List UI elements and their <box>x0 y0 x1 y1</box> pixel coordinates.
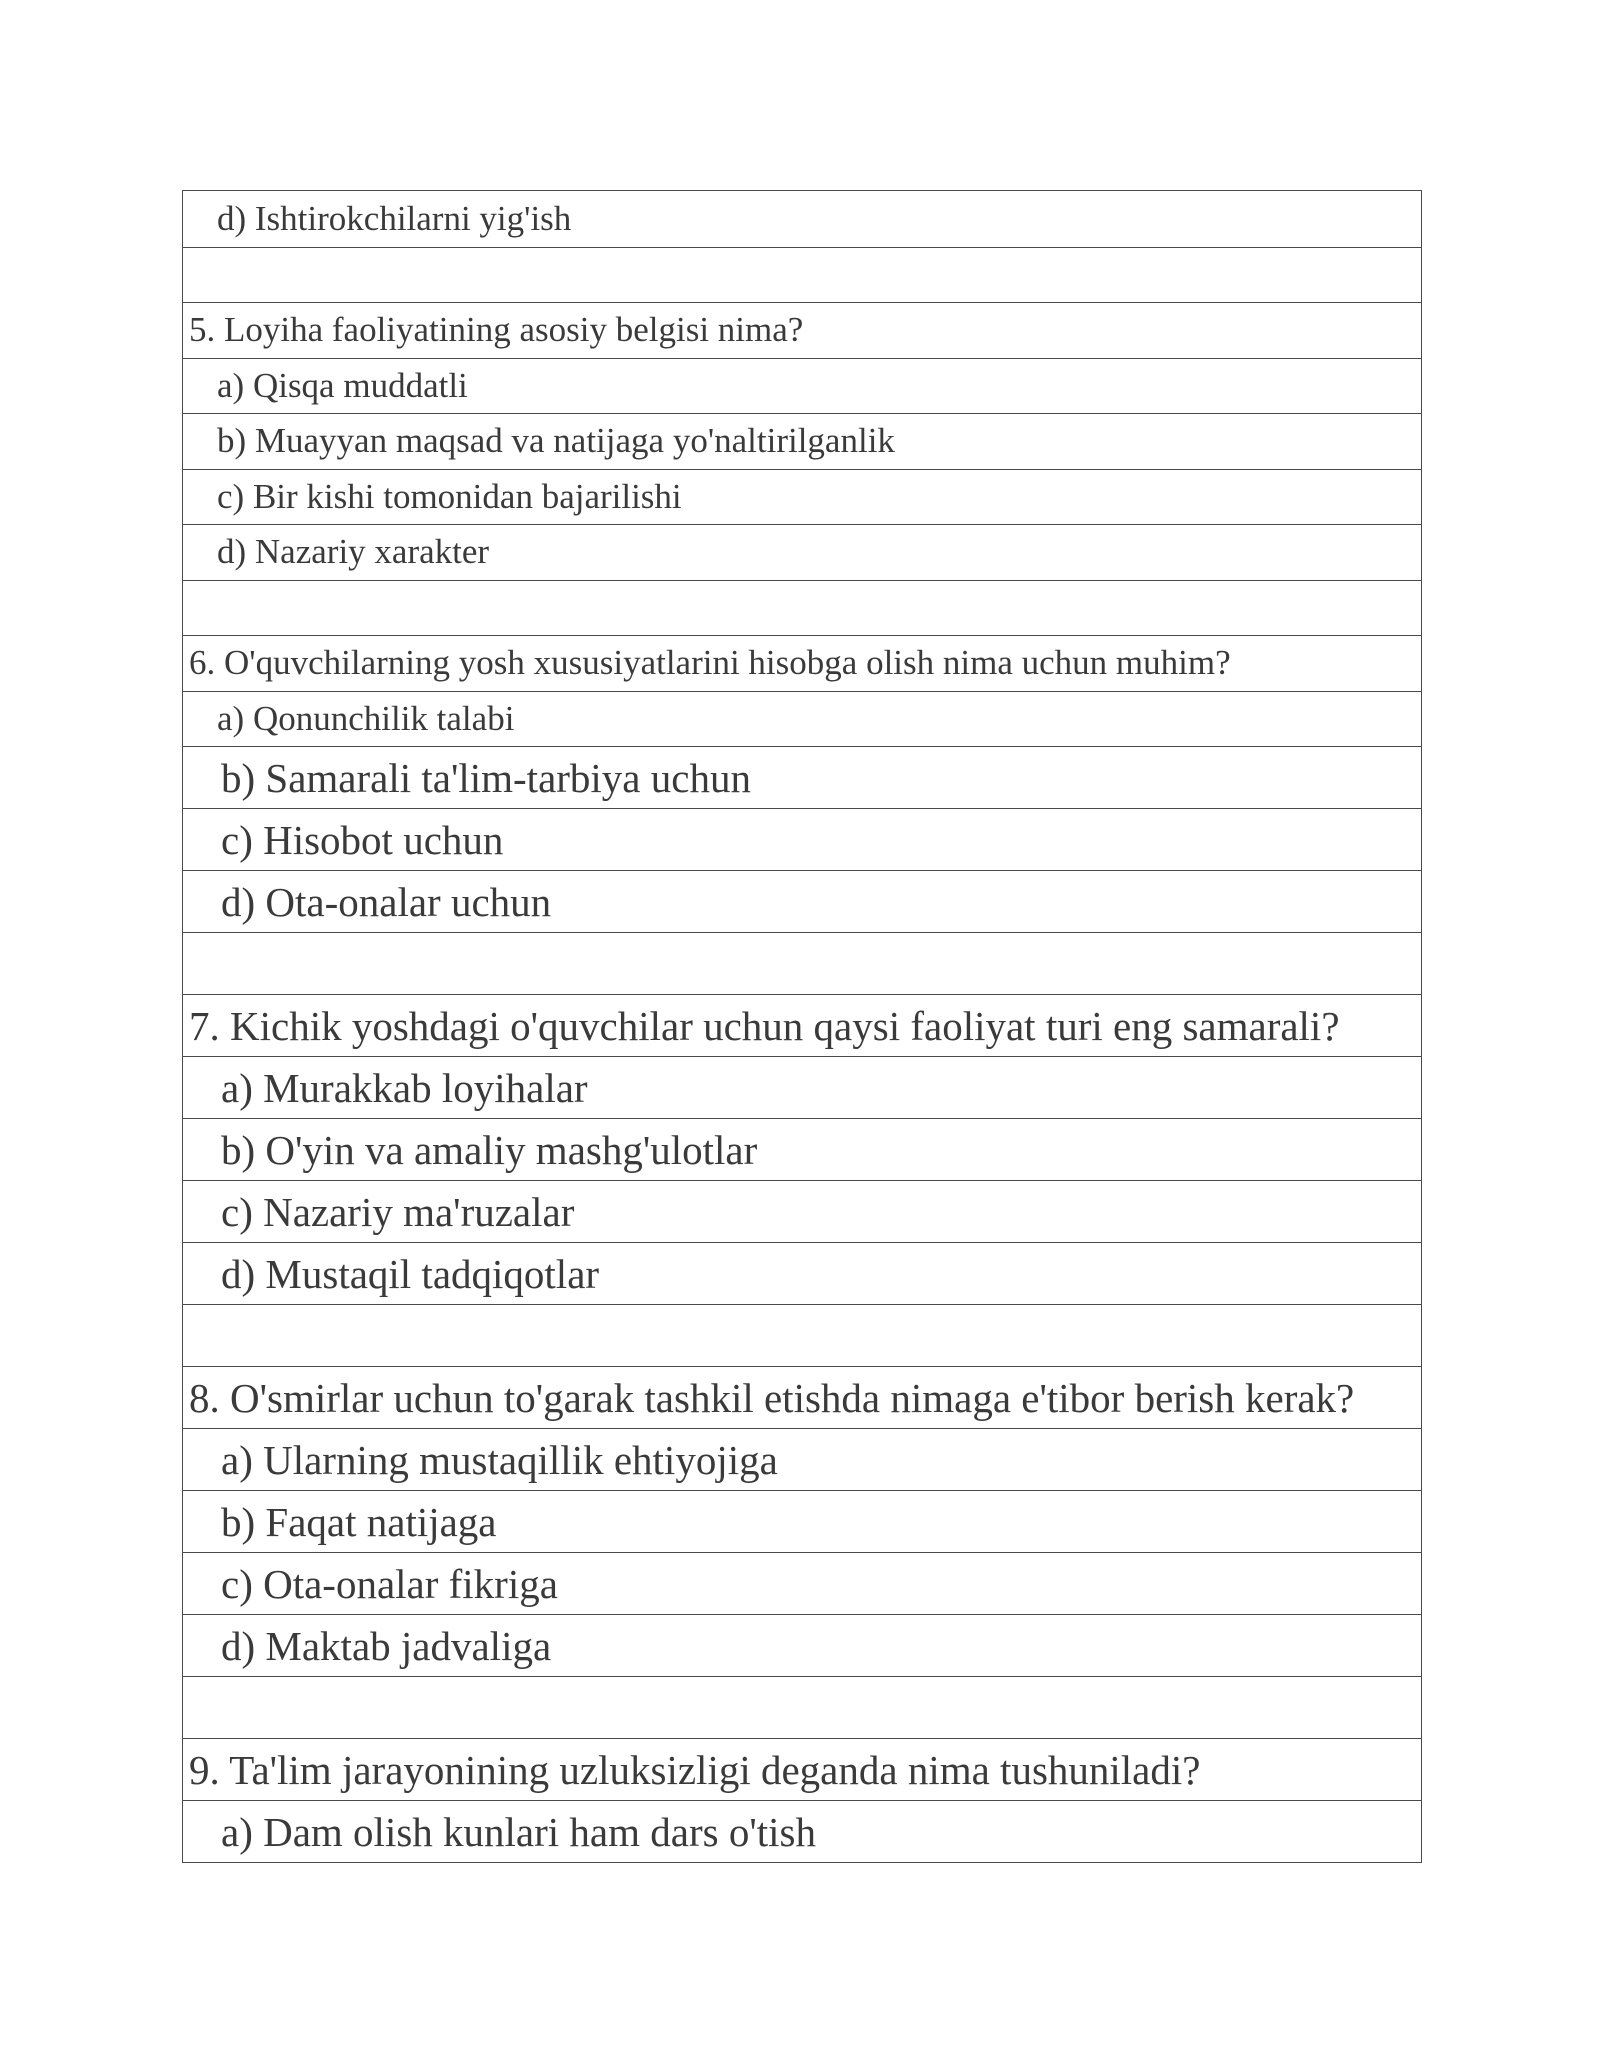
answer-option-row <box>183 808 1421 870</box>
answer-option-row <box>183 358 1421 414</box>
answer-option-text: d) Ota-onalar uchun <box>221 878 552 925</box>
blank-row <box>183 1676 1421 1738</box>
answer-option-text: c) Ota-onalar fikriga <box>221 1560 558 1607</box>
answer-option-row <box>183 1056 1421 1118</box>
answer-option-row <box>183 870 1421 932</box>
answer-option-text: b) Faqat natijaga <box>221 1498 497 1545</box>
question-row <box>183 302 1421 358</box>
blank-row <box>183 580 1421 636</box>
answer-option-row <box>183 1242 1421 1304</box>
question-row <box>183 1366 1421 1428</box>
question-text: 8. O'smirlar uchun to'garak tashkil etishda nimaga e'tibor berish kerak? <box>189 1374 1355 1421</box>
answer-option-text: c) Bir kishi tomonidan bajarilishi <box>217 476 682 516</box>
answer-option-text: a) Dam olish kunlari ham dars o'tish <box>221 1808 816 1855</box>
answer-option-row <box>183 1800 1421 1862</box>
answer-option-text: b) O'yin va amaliy mashg'ulotlar <box>221 1126 758 1173</box>
answer-option-row <box>183 1490 1421 1552</box>
answer-option-text: c) Hisobot uchun <box>221 816 504 863</box>
answer-option-row <box>183 524 1421 580</box>
question-row <box>183 635 1421 691</box>
answer-option-text: b) Muayyan maqsad va natijaga yo'naltirilganlik <box>217 421 895 461</box>
question-text: 7. Kichik yoshdagi o'quvchilar uchun qaysi faoliyat turi eng samarali? <box>189 1002 1340 1049</box>
answer-option-row <box>183 1614 1421 1676</box>
blank-row <box>183 1304 1421 1366</box>
answer-option-text: a) Qonunchilik talabi <box>217 698 515 738</box>
answer-option-row <box>183 1118 1421 1180</box>
answer-option-text: a) Ularning mustaqillik ehtiyojiga <box>221 1436 778 1483</box>
answer-option-text: d) Nazariy xarakter <box>217 532 490 572</box>
answer-option-text: d) Mustaqil tadqiqotlar <box>221 1250 600 1297</box>
answer-option-row <box>183 746 1421 808</box>
answer-option-row <box>183 469 1421 525</box>
question-row <box>183 1738 1421 1800</box>
quiz-table <box>182 190 1422 1863</box>
question-text: 5. Loyiha faoliyatining asosiy belgisi nima? <box>189 310 804 350</box>
question-text: 6. O'quvchilarning yosh xususiyatlarini hisobga olish nima uchun muhim? <box>189 643 1231 683</box>
answer-option-row <box>183 1552 1421 1614</box>
answer-option-row <box>183 191 1421 247</box>
question-row <box>183 994 1421 1056</box>
answer-option-row <box>183 413 1421 469</box>
answer-option-text: d) Ishtirokchilarni yig'ish <box>217 198 572 238</box>
answer-option-row <box>183 1428 1421 1490</box>
answer-option-text: a) Qisqa muddatli <box>217 365 468 405</box>
answer-option-row <box>183 691 1421 747</box>
answer-option-text: c) Nazariy ma'ruzalar <box>221 1188 575 1235</box>
answer-option-text: d) Maktab jadvaliga <box>221 1622 552 1669</box>
answer-option-text: b) Samarali ta'lim-tarbiya uchun <box>221 754 751 801</box>
blank-row <box>183 247 1421 303</box>
question-text: 9. Ta'lim jarayonining uzluksizligi deganda nima tushuniladi? <box>189 1746 1201 1793</box>
answer-option-row <box>183 1180 1421 1242</box>
answer-option-text: a) Murakkab loyihalar <box>221 1064 588 1111</box>
blank-row <box>183 932 1421 994</box>
